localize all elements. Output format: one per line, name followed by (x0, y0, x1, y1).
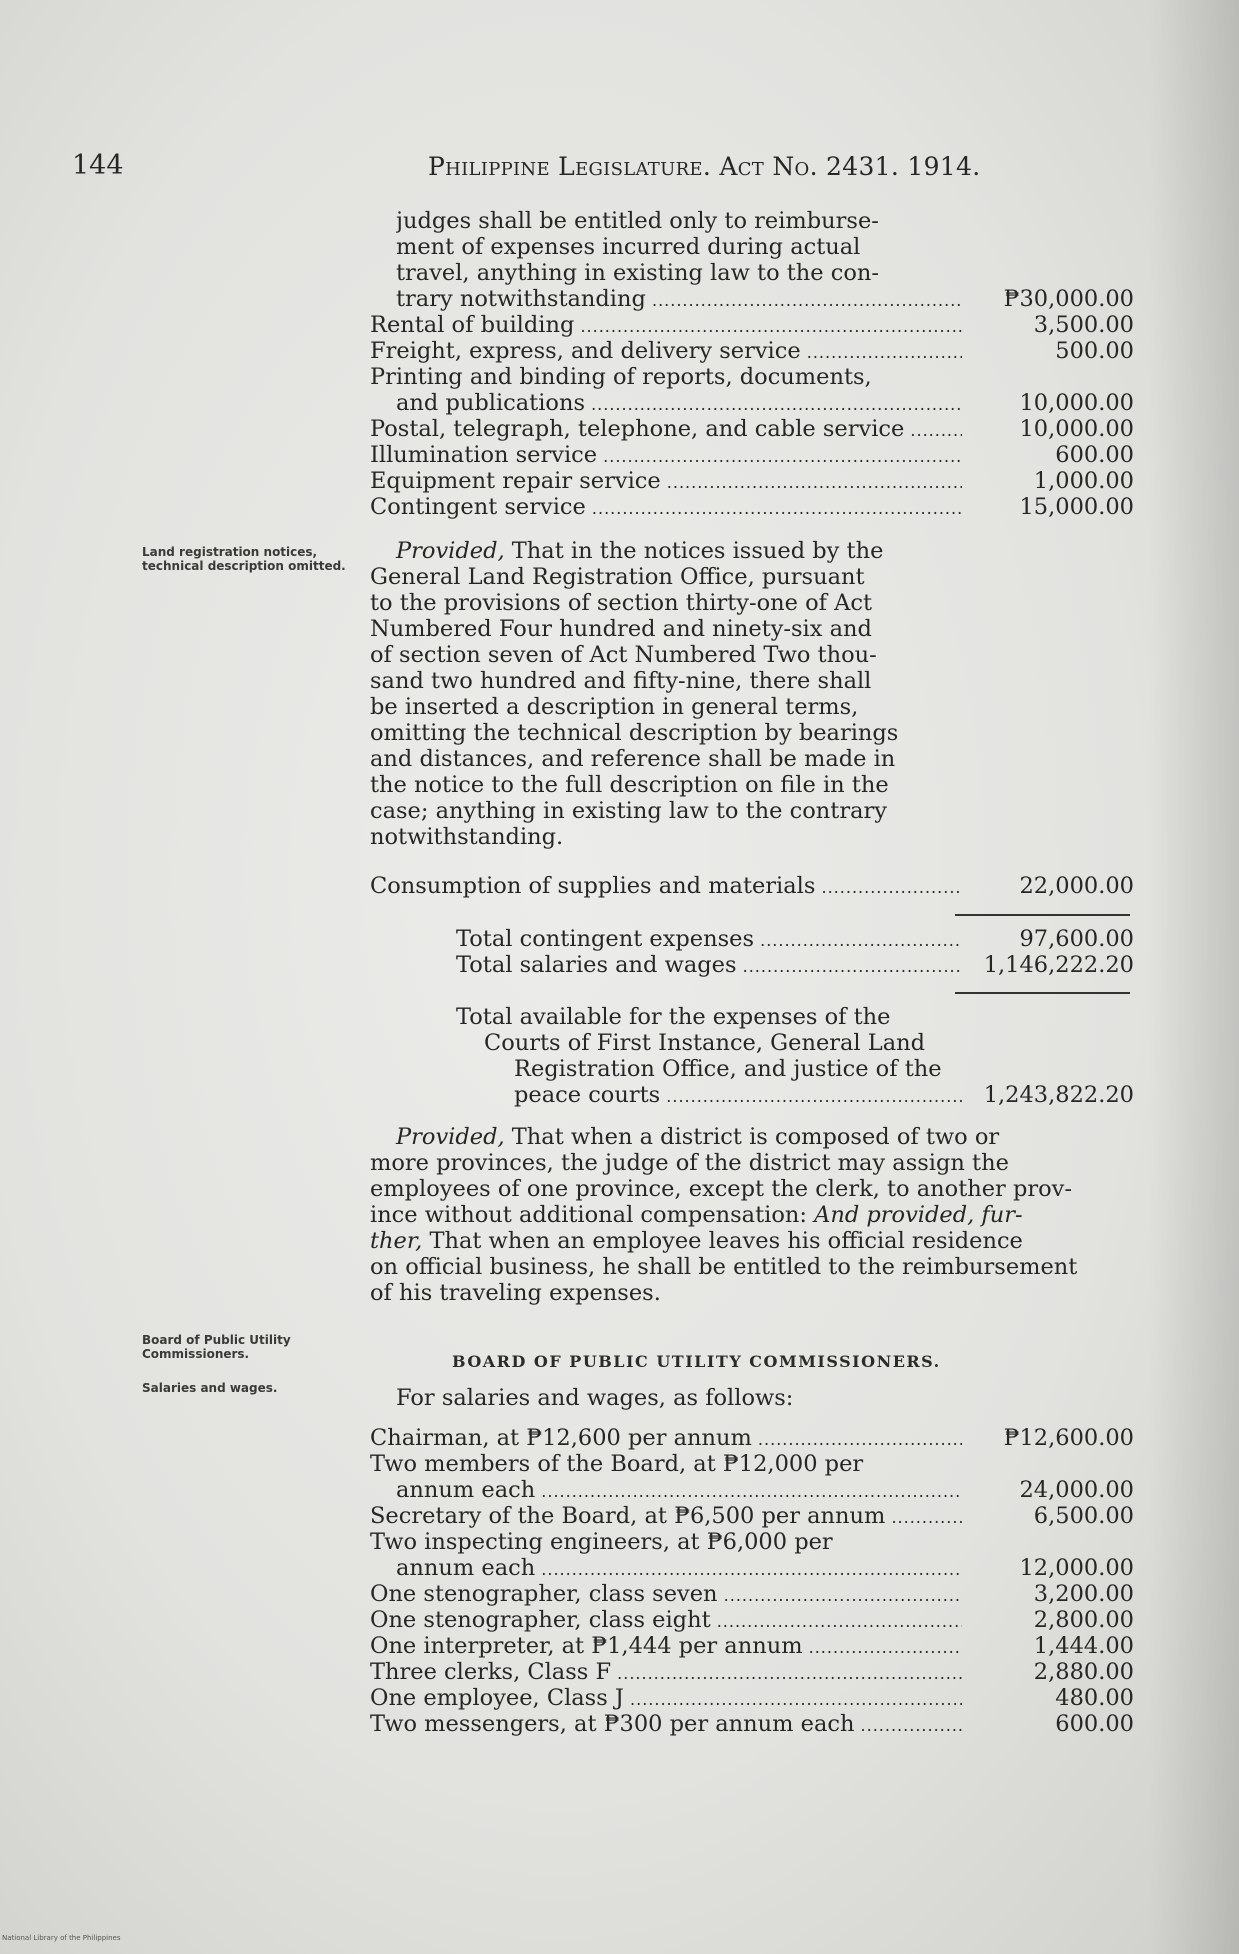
section-title-board: BOARD OF PUBLIC UTILITY COMMISSIONERS. (452, 1352, 941, 1371)
line-label: annum each (396, 1477, 536, 1503)
leader-dots (585, 390, 962, 416)
line-label: judges shall be entitled only to reimburse- (396, 208, 879, 234)
proviso-line (370, 1228, 1134, 1254)
appropriations-list-top (370, 208, 1134, 520)
proviso-district (370, 1124, 1134, 1306)
proviso-line (370, 798, 1134, 824)
proviso-keyword: Provided, (396, 538, 505, 564)
line-item (370, 1425, 1134, 1451)
proviso-line (370, 720, 1134, 746)
total-rule-1 (955, 914, 1130, 916)
proviso-line (370, 772, 1134, 798)
line-amount: 480.00 (1055, 1685, 1134, 1711)
line-amount: 3,500.00 (1033, 312, 1134, 338)
line-item (370, 312, 1134, 338)
line-amount: 24,000.00 (1019, 1477, 1134, 1503)
sidenote-board: Board of Public Utility Commissioners. (142, 1333, 291, 1361)
sidenote-land-registration: Land registration notices, technical description omitted. (142, 545, 346, 573)
leader-dots (718, 1581, 962, 1607)
line-label: ment of expenses incurred during actual (396, 234, 861, 260)
line-label: Chairman, at ₱12,600 per annum (370, 1425, 752, 1451)
proviso-line (370, 538, 1134, 564)
page-edge-shadow (1149, 0, 1239, 1954)
line-label: travel, anything in existing law to the con- (396, 260, 880, 286)
line-item (370, 338, 1134, 364)
leader-dots (597, 442, 962, 468)
leader-dots (535, 1477, 962, 1503)
leader-dots (711, 1607, 962, 1633)
salaries-intro: For salaries and wages, as follows: (396, 1385, 794, 1411)
proviso-text: of his traveling expenses. (370, 1280, 661, 1306)
line-label: Contingent service (370, 494, 586, 520)
proviso-line (370, 1124, 1134, 1150)
line-item (370, 364, 1134, 390)
grand-total-line (370, 1030, 1134, 1056)
proviso-text: That when an employee leaves his official residence (422, 1228, 1023, 1254)
line-label: Freight, express, and delivery service (370, 338, 801, 364)
proviso-text: employees of one province, except the clerk, to another prov- (370, 1176, 1072, 1202)
line-label: Secretary of the Board, at ₱6,500 per annum (370, 1503, 886, 1529)
line-item (370, 1711, 1134, 1737)
leader-dots (646, 286, 962, 312)
total-label: Total contingent expenses (456, 926, 755, 952)
proviso-text: and distances, and reference shall be made in (370, 746, 896, 772)
line-item (370, 390, 1134, 416)
proviso-text: the notice to the full description on file in the (370, 772, 889, 798)
line-amount: 10,000.00 (1019, 390, 1134, 416)
line-amount: ₱12,600.00 (1003, 1425, 1134, 1451)
salaries-intro-row (370, 1385, 1134, 1413)
line-amount: 6,500.00 (1033, 1503, 1134, 1529)
board-salaries-list (370, 1425, 1134, 1737)
leader-dots (586, 494, 962, 520)
line-amount: 15,000.00 (1019, 494, 1134, 520)
leader-dots (660, 1082, 962, 1108)
line-item (370, 468, 1134, 494)
running-head: Philippine Legislature. Act No. 2431. 1914. (428, 152, 981, 181)
line-label: Illumination service (370, 442, 598, 468)
line-item (370, 1451, 1134, 1477)
line-label: Equipment repair service (370, 468, 661, 494)
page-number: 144 (72, 150, 124, 181)
proviso-text: That when a district is composed of two or (504, 1124, 1000, 1150)
leader-dots (611, 1659, 962, 1685)
line-item (370, 1581, 1134, 1607)
line-amount: 1,444.00 (1033, 1633, 1134, 1659)
grand-total-label: Courts of First Instance, General Land (484, 1030, 926, 1056)
totals-list (370, 926, 1134, 978)
line-amount: ₱30,000.00 (1003, 286, 1134, 312)
leader-dots (752, 1425, 962, 1451)
grand-total-line (370, 1082, 1134, 1108)
line-label: Two members of the Board, at ₱12,000 per (370, 1451, 864, 1477)
total-line (370, 926, 1134, 952)
proviso-keyword: Provided, (396, 1124, 505, 1150)
grand-total-label: Total available for the expenses of the (456, 1004, 891, 1030)
proviso-text: more provinces, the judge of the district may assign the (370, 1150, 1009, 1176)
leader-dots (624, 1685, 962, 1711)
leader-dots (661, 468, 962, 494)
footer-credit: National Library of the Philippines (2, 1934, 121, 1942)
proviso-keyword: ther, (370, 1228, 423, 1254)
grand-total-label: peace courts (514, 1082, 661, 1108)
line-item (370, 442, 1134, 468)
line-label: Two messengers, at ₱300 per annum each (370, 1711, 855, 1737)
leader-dots (754, 926, 962, 952)
line-label: Two inspecting engineers, at ₱6,000 per (370, 1529, 833, 1555)
sidenote-salaries: Salaries and wages. (142, 1381, 278, 1395)
line-item (370, 286, 1134, 312)
line-label: One interpreter, at ₱1,444 per annum (370, 1633, 803, 1659)
line-item (370, 1503, 1134, 1529)
proviso-text: sand two hundred and fifty-nine, there shall (370, 668, 872, 694)
leader-dots (801, 338, 962, 364)
proviso-line (370, 1254, 1134, 1280)
proviso-land-registration (370, 538, 1134, 850)
page-header (0, 150, 1239, 190)
line-item (370, 1477, 1134, 1503)
proviso-line (370, 616, 1134, 642)
proviso-text: of section seven of Act Numbered Two thou- (370, 642, 877, 668)
leader-dots (535, 1555, 962, 1581)
line-item (370, 1555, 1134, 1581)
line-item (370, 1633, 1134, 1659)
proviso-text: notwithstanding. (370, 824, 564, 850)
leader-dots (854, 1711, 962, 1737)
line-label: annum each (396, 1555, 536, 1581)
grand-total (370, 1004, 1134, 1108)
line-amount: 600.00 (1055, 1711, 1134, 1737)
proviso-text: Numbered Four hundred and ninety-six and (370, 616, 872, 642)
proviso-text: on official business, he shall be entitled to the reimbursement (370, 1254, 1078, 1280)
line-amount: 500.00 (1055, 338, 1134, 364)
grand-total-label: Registration Office, and justice of the (514, 1056, 942, 1082)
proviso-line (370, 564, 1134, 590)
proviso-line (370, 1280, 1134, 1306)
proviso-line (370, 746, 1134, 772)
leader-dots (904, 416, 962, 442)
line-amount: 12,000.00 (1019, 1555, 1134, 1581)
line-label: Three clerks, Class F (370, 1659, 612, 1685)
line-label: and publications (396, 390, 585, 416)
total-rule-2 (955, 992, 1130, 994)
line-label: Printing and binding of reports, documents, (370, 364, 872, 390)
leader-dots (815, 873, 962, 899)
line-item (370, 1529, 1134, 1555)
line-item (370, 416, 1134, 442)
line-amount: 22,000.00 (1019, 873, 1134, 899)
line-item (370, 234, 1134, 260)
line-amount: 3,200.00 (1033, 1581, 1134, 1607)
line-label: One stenographer, class eight (370, 1607, 711, 1633)
line-amount: 10,000.00 (1019, 416, 1134, 442)
line-item (370, 1659, 1134, 1685)
proviso-line (370, 824, 1134, 850)
proviso-text: General Land Registration Office, pursuant (370, 564, 865, 590)
proviso-text: omitting the technical description by bearings (370, 720, 899, 746)
leader-dots (737, 952, 962, 978)
line-amount: 1,000.00 (1033, 468, 1134, 494)
proviso-keyword: And provided, fur- (814, 1202, 1023, 1228)
line-label: Rental of building (370, 312, 575, 338)
proviso-line (370, 642, 1134, 668)
leader-dots (885, 1503, 962, 1529)
proviso-line (370, 1202, 1134, 1228)
grand-total-line (370, 1004, 1134, 1030)
grand-total-line (370, 1056, 1134, 1082)
proviso-line (370, 590, 1134, 616)
line-item (370, 260, 1134, 286)
total-line (370, 952, 1134, 978)
proviso-line (370, 694, 1134, 720)
line-amount: 2,880.00 (1033, 1659, 1134, 1685)
line-label: One stenographer, class seven (370, 1581, 718, 1607)
total-amount: 1,146,222.20 (983, 952, 1134, 978)
line-item (370, 1685, 1134, 1711)
line-label: One employee, Class J (370, 1685, 624, 1711)
line-amount: 2,800.00 (1033, 1607, 1134, 1633)
line-item (370, 494, 1134, 520)
proviso-text: case; anything in existing law to the contrary (370, 798, 887, 824)
leader-dots (574, 312, 962, 338)
total-amount: 97,600.00 (1019, 926, 1134, 952)
proviso-text: be inserted a description in general terms, (370, 694, 859, 720)
line-amount: 600.00 (1055, 442, 1134, 468)
proviso-text: to the provisions of section thirty-one of Act (370, 590, 873, 616)
line-label: Consumption of supplies and materials (370, 873, 816, 899)
leader-dots (803, 1633, 962, 1659)
line-label: Postal, telegraph, telephone, and cable service (370, 416, 905, 442)
proviso-line (370, 1176, 1134, 1202)
proviso-text: That in the notices issued by the (504, 538, 884, 564)
line-label: trary notwithstanding (396, 286, 646, 312)
consumption-row (370, 873, 1134, 899)
total-label: Total salaries and wages (456, 952, 737, 978)
line-item (370, 1607, 1134, 1633)
proviso-line (370, 668, 1134, 694)
line-item (370, 208, 1134, 234)
proviso-text: ince without additional compensation: (370, 1202, 815, 1228)
grand-total-amount: 1,243,822.20 (983, 1082, 1134, 1108)
proviso-line (370, 1150, 1134, 1176)
line-item (370, 873, 1134, 899)
